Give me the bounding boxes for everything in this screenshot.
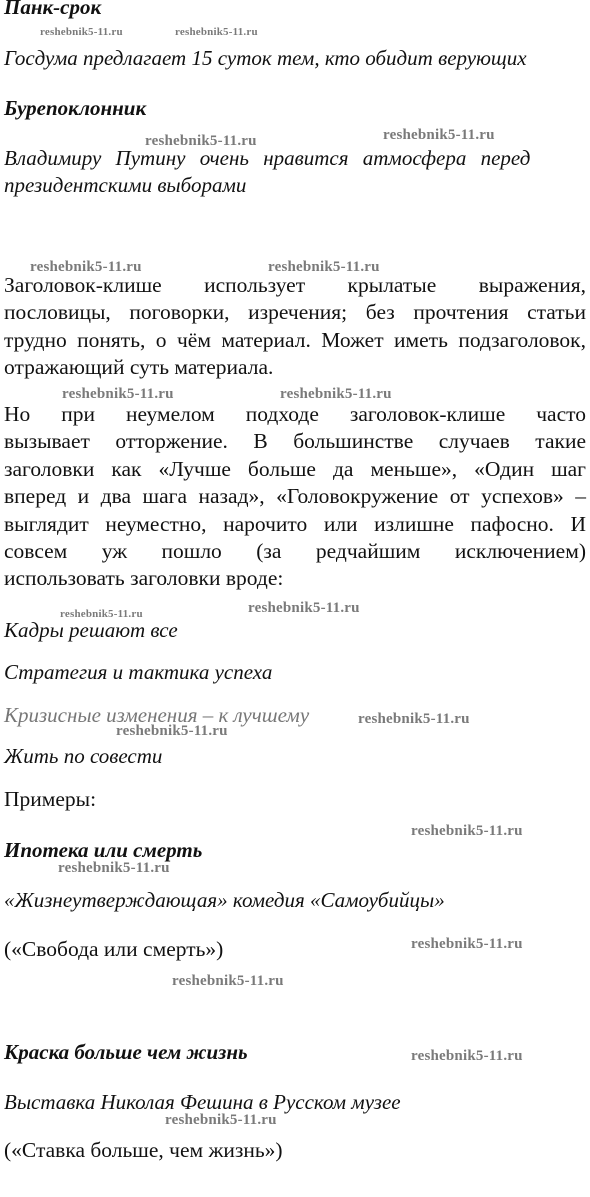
cliche-example-2: Стратегия и тактика успеха (4, 660, 273, 684)
watermark: reshebnik5-11.ru (116, 723, 228, 739)
subheadline-putin-2: президентскими выборами (4, 173, 247, 197)
para2-line-4: вперед и два шага назад», «Головокружение от успехов» – (4, 484, 586, 509)
examples-label: Примеры: (4, 787, 97, 811)
watermark: reshebnik5-11.ru (268, 259, 380, 275)
watermark: reshebnik5-11.ru (172, 973, 284, 989)
paragraph-cliche-criticism (4, 401, 586, 593)
watermark: reshebnik5-11.ru (30, 259, 142, 275)
para2-line-3: заголовки как «Лучше больше да меньше», «Один шаг (4, 456, 586, 481)
watermark: reshebnik5-11.ru (411, 823, 523, 839)
watermark: reshebnik5-11.ru (383, 127, 495, 143)
watermark: reshebnik5-11.ru (60, 608, 143, 620)
headline-kraska: Краска больше чем жизнь (4, 1040, 248, 1064)
note-stavka: («Ставка больше, чем жизнь») (4, 1138, 283, 1162)
watermark: reshebnik5-11.ru (40, 26, 123, 38)
para2-line-1: Но при неумелом подходе заголовок-клише часто (4, 402, 586, 426)
watermark: reshebnik5-11.ru (411, 936, 523, 952)
watermark: reshebnik5-11.ru (58, 860, 170, 876)
cliche-example-1: Кадры решают все (4, 618, 178, 642)
headline-ipoteka: Ипотека или смерть (4, 838, 203, 862)
subheadline-comedy: «Жизнеутверждающая» комедия «Самоубийцы» (4, 888, 445, 912)
watermark: reshebnik5-11.ru (280, 386, 392, 402)
para1-line-1: Заголовок-клише использует крылатые выражения, (4, 273, 586, 297)
para2-line-2: вызывает отторжение. В большинстве случаев такие (4, 429, 586, 454)
paragraph-cliche-definition (4, 272, 586, 382)
subheadline-putin-1: Владимиру Путину очень нравится атмосфера перед (4, 146, 531, 170)
watermark: reshebnik5-11.ru (175, 26, 258, 38)
watermark: reshebnik5-11.ru (248, 600, 360, 616)
cliche-example-3: Кризисные изменения – к лучшему (4, 703, 310, 727)
watermark: reshebnik5-11.ru (145, 133, 257, 149)
para1-line-2: пословицы, поговорки, изречения; без прочтения статьи (4, 300, 586, 325)
note-svoboda: («Свобода или смерть») (4, 937, 224, 961)
watermark: reshebnik5-11.ru (358, 711, 470, 727)
para2-line-5: выглядит неуместно, нарочито или излишне пафосно. И (4, 511, 586, 536)
headline-punk-srok: Панк-срок (4, 0, 102, 19)
para1-line-4: отражающий суть материала. (4, 355, 274, 380)
para2-line-6: совсем уж пошло (за редчайшим исключением) (4, 539, 586, 564)
cliche-example-4: Жить по совести (4, 744, 163, 768)
subheadline-duma: Госдума предлагает 15 суток тем, кто обидит верующих (4, 46, 527, 70)
subheadline-exhibition: Выставка Николая Фешина в Русском музее (4, 1090, 401, 1114)
headline-burepoklonnik: Бурепоклонник (4, 96, 147, 120)
watermark: reshebnik5-11.ru (165, 1112, 277, 1128)
para2-line-7: использовать заголовки вроде: (4, 566, 284, 591)
para1-line-3: трудно понять, о чём материал. Может иметь подзаголовок, (4, 327, 586, 352)
watermark: reshebnik5-11.ru (62, 386, 174, 402)
watermark: reshebnik5-11.ru (411, 1048, 523, 1064)
